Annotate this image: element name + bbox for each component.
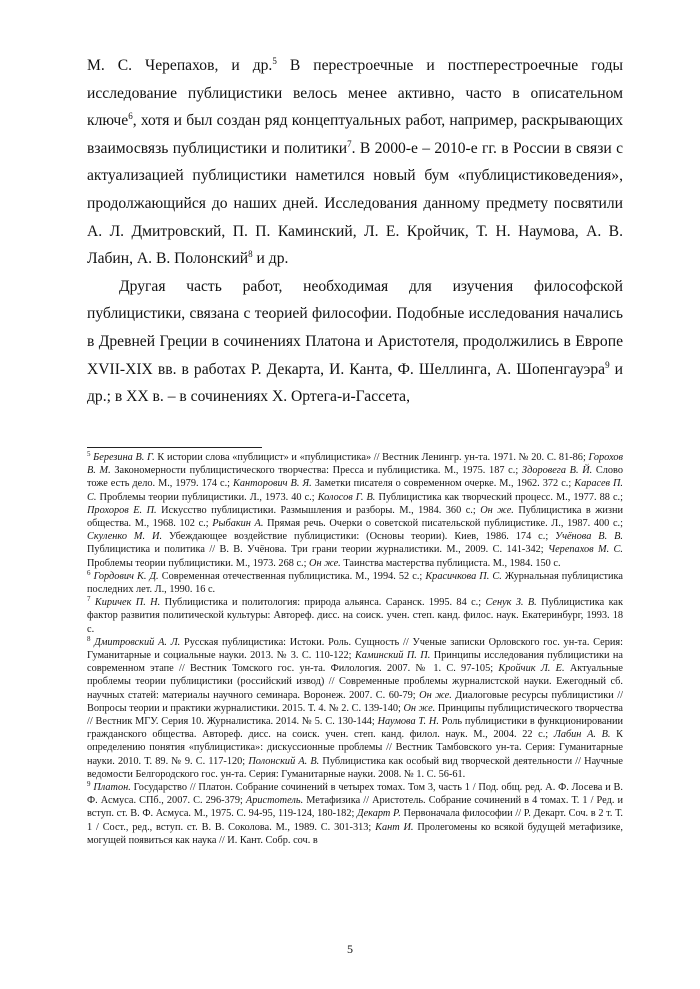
- text-run: Роль публицистики в функционировании гражданского общества. Автореф. дисс. на соиск. учен. степ. канд. филол. наук. М., 2004. 22 с.;: [87, 716, 624, 741]
- text-run: Метафизика // Аристотель. Собрание сочинений в 4 томах. Т. 1 / Ред. и вступ. ст. В. Ф. Асмуса. М., 1975. С. 94-95, 119-124, 180-182;: [87, 795, 623, 820]
- text-run: Публицистика как особый вид творческой деятельности // Научные ведомости Белгородского гос. ун-та. Серия: Гуманитарные науки. 2008. № 1. С. 56-61.: [87, 755, 623, 780]
- main-text: [87, 52, 623, 411]
- author-name: Он же.: [419, 689, 452, 701]
- author-name: Колосов Г. В.: [317, 491, 376, 503]
- author-name: Рыбакин А.: [212, 518, 264, 530]
- author-name: Он же.: [480, 504, 514, 516]
- author-name: Березина В. Г.: [90, 452, 155, 463]
- author-name: Красичкова П. С.: [425, 570, 502, 582]
- text-run: Пролегомены ко всякой будущей метафизике, могущей появиться как наука // И. Кант. Собр. соч. в: [87, 821, 623, 846]
- author-name: Черепахов М. С.: [548, 544, 623, 556]
- text-run: Таинства мастерства публициста. М., 1984. 150 с.: [340, 557, 561, 569]
- text-run: Искусство публицистики. Размышления и разборы. М., 1984. 360 с.;: [156, 504, 481, 516]
- text-run: М. С. Черепахов, и др.: [87, 57, 273, 74]
- author-name: Лабин А. В.: [553, 729, 611, 741]
- text-run: Принципы исследования публицистики на современном этапе // Вестник Томского гос. ун-та. Филология. 2007. № 1. С. 97-105;: [87, 650, 623, 675]
- author-name: Сенук З. В.: [485, 597, 537, 609]
- footnote-ref: 7: [347, 138, 352, 149]
- text-run: Современная отечественная публицистика. М., 1994. 52 с.;: [158, 570, 426, 582]
- text-run: Публицистика и политология: природа альянса. Саранск. 1995. 84 с.;: [160, 597, 486, 609]
- text-run: Другая часть работ, необходимая для изучения философской публицистики, связана с теорией философии. Подобные исследования начались в Древней Греции в сочинениях Платона и Аристотеля, продолжились в Европе XVII-XIX вв. в работах Р. Декарта, И. Канта, Ф. Шеллинга, А. Шопенгауэра: [87, 277, 623, 378]
- text-run: Государство // Платон. Собрание сочинений в четырех томах. Том 3, часть 1 / Под. общ. ред. А. Ф. Лосева и В. Ф. Асмуса. СПб., 2007. С. 296-379;: [87, 782, 623, 807]
- author-name: Наумова Т. Н.: [377, 716, 439, 728]
- author-name: Кройчик Л. Е.: [498, 663, 565, 675]
- text-run: и др.; в XX в. – в сочинениях Х. Ортега-и-Гассета,: [87, 360, 623, 406]
- text-run: Публицистика и политика // В. В. Учёнова. Три грани теории журналистики. М., 2009. С. 141-342;: [87, 544, 549, 556]
- footnote-ref: 5: [87, 450, 91, 458]
- footnote-6: [87, 570, 623, 596]
- text-run: Проблемы теории публицистики. М., 1973. 268 с.;: [87, 557, 310, 569]
- text-run: К истории слова «публицист» и «публицистика» // Вестник Ленингр. ун-та. 1971. № 20. С. 81-86;: [154, 452, 589, 463]
- text-run: Убеждающее воздействие публицистики: (Основы теории). Киев, 1986. 174 с.;: [162, 531, 556, 543]
- author-name: Он же.: [309, 557, 341, 569]
- author-name: Платон.: [90, 782, 131, 794]
- author-name: Декарт Р.: [357, 808, 401, 820]
- author-name: Скуленко М. И.: [87, 531, 163, 543]
- author-name: Аристотель.: [245, 795, 304, 807]
- text-run: и др.: [252, 250, 289, 268]
- footnote-ref: 7: [87, 595, 91, 604]
- text-run: Русская публицистика: Истоки. Роль. Сущность // Ученые записки Орловского гос. ун-та. Серия: Гуманитарные и социальные науки. 2013. № 3. С. 110-122;: [87, 636, 623, 662]
- text-run: К определению понятия «публицистика»: дискуссионные проблемы // Вестник Тамбовского ун-та. Серия: Гуманитарные науки. 2010. Т. 89. № 9. С. 117-120;: [87, 729, 623, 767]
- footnote-ref: 5: [272, 56, 277, 66]
- footnote-ref: 9: [87, 780, 91, 789]
- text-run: Публицистика как фактор развития политической культуры: Автореф. дисс. на соиск. учен. степ. канд. филос. наук. Екатеринбург, 1993. 18 с.: [87, 597, 623, 635]
- paragraph-2: [87, 273, 623, 411]
- author-name: Кант И.: [375, 821, 414, 833]
- text-run: Принципы публицистического творчества // Вестник МГУ. Серия 10. Журналистика. 2014. № 5. С. 130-144;: [87, 702, 623, 728]
- author-name: Прохоров Е. П.: [87, 504, 157, 516]
- footnote-ref: 6: [87, 568, 91, 577]
- text-run: Проблемы теории публицистики. Л., 1973. 40 с.;: [96, 491, 318, 503]
- text-run: Актуальные проблемы теории публицистики (российский извод) // Современные проблемы журналистской науки. Ежегодный сб. научных статей: материалы научного семинара. Воронеж. 2007. С. 60-79;: [87, 663, 623, 701]
- text-run: Публицистика как творческий процесс. М., 1977. 88 с.;: [375, 491, 623, 503]
- author-name: Здоровега В. Й.: [521, 465, 593, 477]
- author-name: Учёнова В. В.: [555, 531, 623, 543]
- author-name: Каминский П. П.: [354, 650, 431, 662]
- footnote-separator: [87, 447, 262, 448]
- author-name: Карасев П. С.: [87, 478, 624, 503]
- footnote-9: [87, 781, 623, 847]
- text-run: Публицистика в жизни общества. М., 1968. 102 с.;: [87, 504, 623, 530]
- footnotes: [87, 451, 623, 847]
- footnote-8: [87, 636, 623, 781]
- page-number: 5: [347, 942, 353, 956]
- text-run: Прямая речь. Очерки о советской писательской публицистике. Л., 1987. 400 с.;: [263, 518, 623, 530]
- text-run: Журнальная публицистика последних лет. Л., 1990. 16 с.: [87, 570, 623, 596]
- text-run: В перестроечные и постперестроечные годы исследование публицистики велось менее активно, часто в описательном ключе: [87, 57, 623, 130]
- author-name: Дмитровский А. Л.: [90, 636, 181, 648]
- text-run: Диалоговые ресурсы публицистики // Вопросы теории и практики журналистики. 2015. Т. 4. № 2. С. 139-140;: [87, 689, 623, 714]
- paragraph-1: [87, 52, 623, 273]
- author-name: Киричек П. Н.: [90, 597, 161, 609]
- author-name: Гордович К. Д.: [90, 570, 159, 582]
- footnote-7: [87, 596, 623, 636]
- author-name: Полонский А. В.: [248, 755, 320, 767]
- text-run: Первоначала философии // Р. Декарт. Соч. в 2 т. Т. 1 / Сост., ред., вступ. ст. В. В. Соколова. М., 1989. С. 301-313;: [87, 808, 624, 833]
- text-run: Закономерности публицистического творчества: Пресса и публицистика. М., 1975. 187 с.;: [110, 465, 522, 477]
- text-run: . В 2000-е – 2010-е гг. в России в связи с актуализацией публицистики наметился новый бум «публицистиковедения», продолжающийся до наших дней. Исследования данному предмету посвятили А. Л. Дмитровский, П. П. Каминский, Л. Е. Кройчик, Т. Н. Наумова, А. В. Лабин, А. В. Полонский: [87, 139, 623, 268]
- footnote-5: [87, 451, 623, 570]
- footnote-ref: 8: [248, 249, 253, 260]
- author-name: Канторович В. Я.: [233, 478, 312, 490]
- text-run: Слово тоже есть дело. М., 1979. 174 с.;: [87, 465, 623, 490]
- footnote-ref: 8: [87, 634, 91, 643]
- footnote-ref: 6: [128, 111, 133, 122]
- text-run: Заметки писателя о современном очерке. М., 1962. 372 с.;: [311, 478, 575, 490]
- author-name: Горохов В. М.: [87, 452, 623, 477]
- author-name: Он же.: [403, 702, 436, 714]
- text-run: , хотя и был создан ряд концептуальных работ, например, раскрывающих взаимосвязь публицистики и политики: [87, 112, 623, 157]
- footnote-ref: 9: [605, 359, 610, 370]
